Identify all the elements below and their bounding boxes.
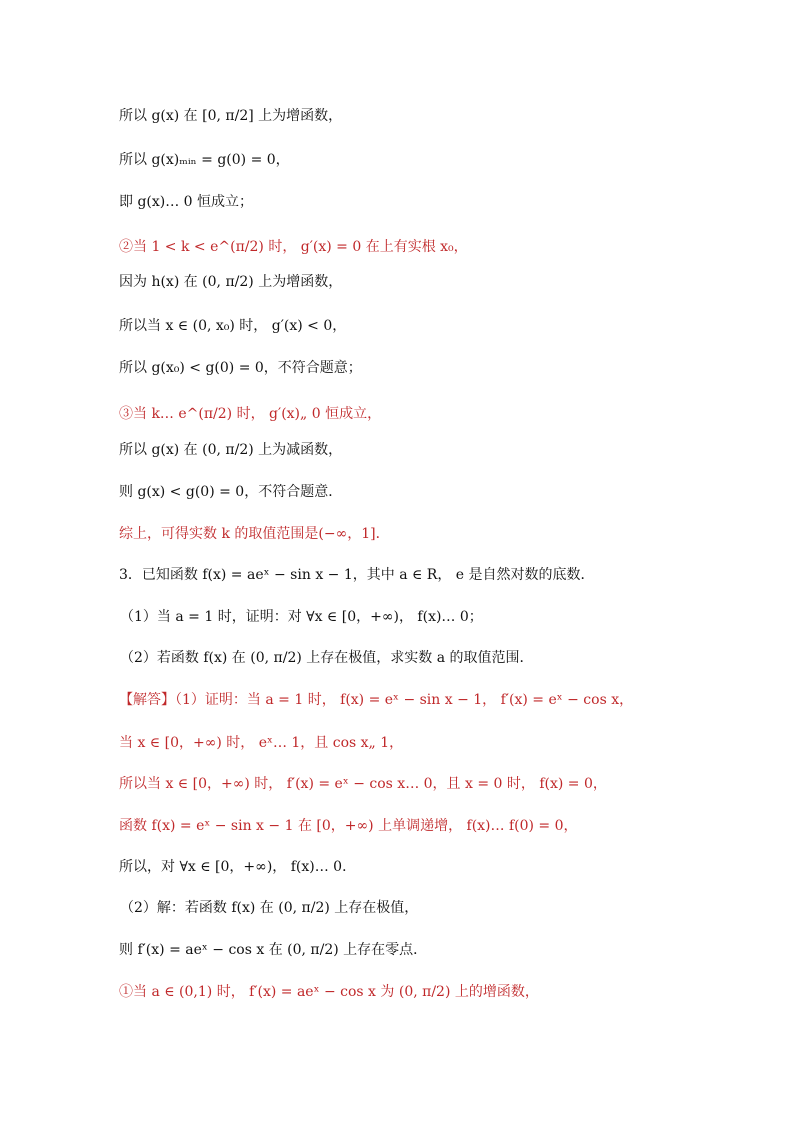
text-line: 所以当 x ∈ [0，+∞) 时， f′(x) = eˣ − cos x… 0，且 x = 0 时， f(x) = 0， <box>119 776 607 792</box>
text-line: 函数 f(x) = eˣ − sin x − 1 在 [0，+∞) 上单调递增， f(x)… f(0) = 0， <box>119 818 578 834</box>
text-line: 因为 h(x) 在 (0, π/2) 上为增函数， <box>119 274 343 290</box>
text-line: 所以 g(x) 在 (0, π/2) 上为减函数， <box>119 442 343 458</box>
text-line: 所以 g(x)ₘᵢₙ = g(0) = 0， <box>119 152 290 168</box>
case-2-heading: ②当 1 < k < e^(π/2) 时， g′(x) = 0 在上有实根 x₀， <box>119 239 468 255</box>
text-line: 所以当 x ∈ (0, x₀) 时， g′(x) < 0， <box>119 318 347 334</box>
problem-3-part-2: （2）若函数 f(x) 在 (0, π/2) 上存在极值，求实数 a 的取值范围． <box>120 650 534 666</box>
text-line: 所以，对 ∀x ∈ [0，+∞)， f(x)… 0． <box>119 859 357 875</box>
conclusion-line: 综上，可得实数 k 的取值范围是(−∞，1]． <box>119 526 390 542</box>
case-1-heading: ①当 a ∈ (0,1) 时， f′(x) = aeˣ − cos x 为 (0, π/2) 上的增函数， <box>119 984 539 1000</box>
case-3-heading: ③当 k… e^(π/2) 时， g′(x)„ 0 恒成立， <box>119 406 382 422</box>
text-line: 当 x ∈ [0，+∞) 时， eˣ… 1，且 cos x„ 1， <box>119 735 404 751</box>
text-line: 则 g(x) < g(0) = 0，不符合题意． <box>119 484 343 500</box>
problem-3-statement: 3．已知函数 f(x) = aeˣ − sin x − 1，其中 a ∈ R， e 是自然对数的底数． <box>119 567 595 583</box>
text-line: 即 g(x)… 0 恒成立； <box>119 194 254 210</box>
solution-heading: 【解答】（1）证明：当 a = 1 时， f(x) = eˣ − sin x − 1， f′(x) = eˣ − cos x， <box>119 692 634 708</box>
text-line: 所以 g(x₀) < g(0) = 0，不符合题意； <box>119 360 362 376</box>
text-line: 所以 g(x) 在 [0, π/2] 上为增函数， <box>119 108 343 124</box>
text-line: 则 f′(x) = aeˣ − cos x 在 (0, π/2) 上存在零点． <box>119 942 428 958</box>
problem-3-part-1: （1）当 a = 1 时，证明：对 ∀x ∈ [0，+∞)， f(x)… 0； <box>120 609 483 625</box>
solution-part-2: （2）解：若函数 f(x) 在 (0, π/2) 上存在极值， <box>120 900 419 916</box>
